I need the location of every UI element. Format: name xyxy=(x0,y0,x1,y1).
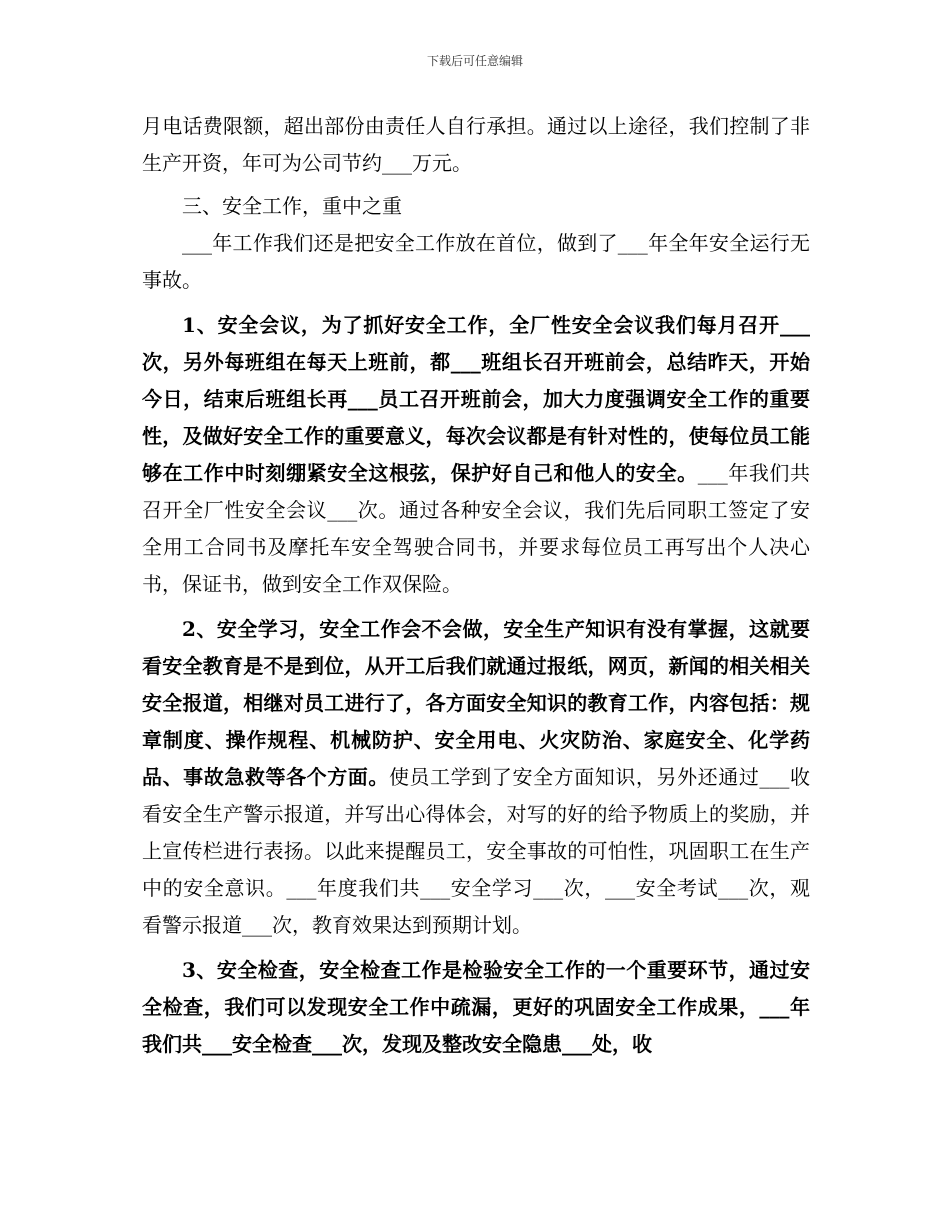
paragraph-safety-study xyxy=(142,611,810,944)
paragraph-cost-savings: 月电话费限额，超出部份由责任人自行承担。通过以上途径，我们控制了非生产开资，年可为公司节约___万元。 xyxy=(142,114,810,175)
paragraph-safety-study-normal: 使员工学到了安全方面知识，另外还通过___收看安全生产警示报道，并写出心得体会，对写的好的给予物质上的奖励，并上宣传栏进行表扬。以此来提醒员工，安全事故的可怕性，巩固职工在生产中的安全意识。___年度我们共___安全学习___次，___安全考试___次，观看警示报道___次，教育效果达到预期计划。 xyxy=(142,765,811,937)
paragraph-safety-study-bold: 2、安全学习，安全工作会不会做，安全生产知识有没有掌握，这就要看安全教育是不是到位，从开工后我们就通过报纸，网页，新闻的相关相关安全报道，相继对员工进行了，各方面安全知识的教育工作，内容包括：规章制度、操作规程、机械防护、安全用电、火灾防治、家庭安全、化学药品、事故急救等各个方面。 xyxy=(142,617,810,789)
page-header: 下载后可任意编辑 xyxy=(426,54,523,68)
section-heading-safety: 三、安全工作，重中之重 xyxy=(182,194,402,218)
paragraph-safety-meetings-bold: 1、安全会议，为了抓好安全工作，全厂性安全会议我们每月召开___次，另外每班组在每天上班前，都___班组长召开班前会，总结昨天，开始今日，结束后班组长再___员工召开班前会，加大力度强调安全工作的重要性，及做好安全工作的重要意义，每次会议都是有针对性的，使每位员工能够在工作中时刻绷紧安全这根弦，保护好自己和他人的安全。 xyxy=(142,313,810,485)
document-body xyxy=(142,108,810,1063)
paragraph-safety-inspection xyxy=(142,952,810,1063)
paragraph-safety-meetings-normal: ___年我们共召开全厂性安全会议___次。通过各种安全会议，我们先后同职工签定了安全用工合同书及摩托车安全驾驶合同书，并要求每位员工再写出个人决心书，保证书，做到安全工作双保险。 xyxy=(142,461,811,596)
paragraph-safety-meetings xyxy=(142,307,810,603)
paragraph-safety-intro: ___年工作我们还是把安全工作放在首位，做到了___年全年安全运行无事故。 xyxy=(142,231,810,292)
paragraph-safety-inspection-bold: 3、安全检查，安全检查工作是检验安全工作的一个重要环节，通过安全检查，我们可以发现安全工作中疏漏，更好的巩固安全工作成果，___年我们共___安全检查___次，发现及整改安全隐患___处，收 xyxy=(142,958,810,1056)
